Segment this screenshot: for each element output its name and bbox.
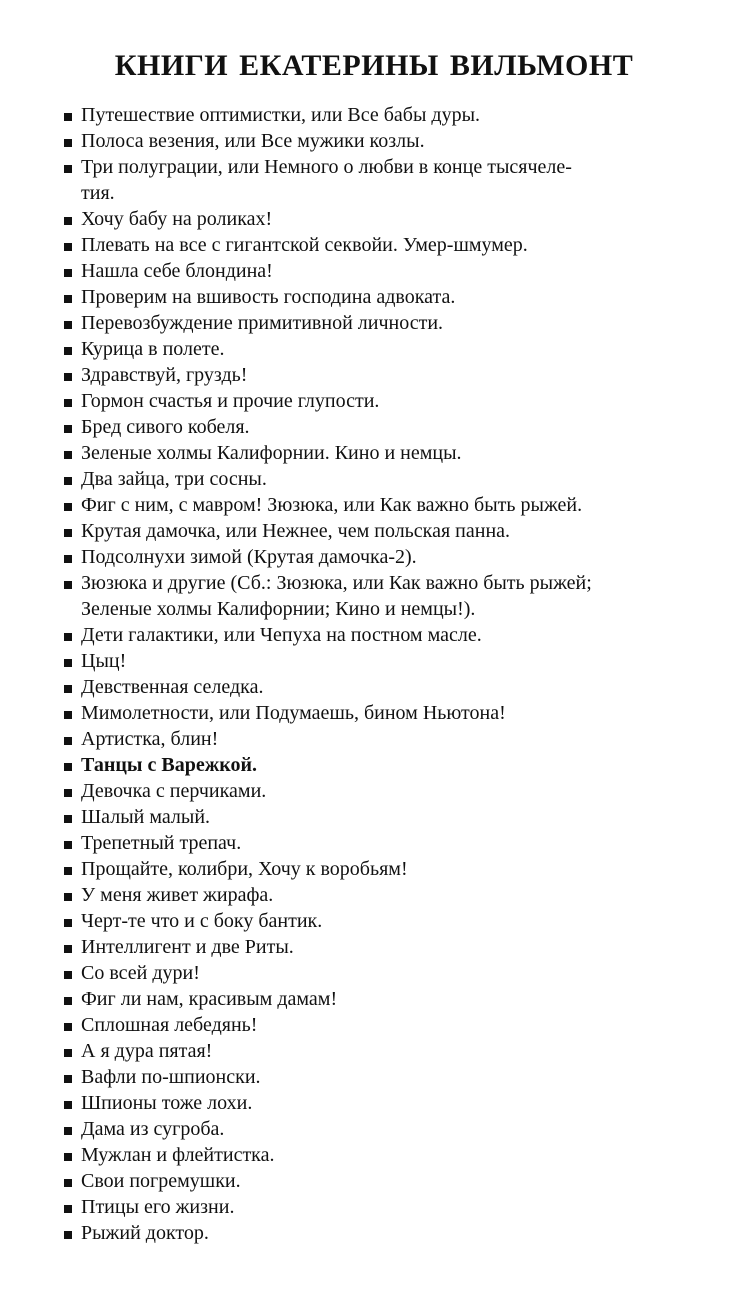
square-bullet-icon — [64, 581, 72, 589]
book-list-item — [64, 700, 694, 726]
book-list-item — [64, 1090, 694, 1116]
square-bullet-icon — [64, 711, 72, 719]
square-bullet-icon — [64, 295, 72, 303]
book-title-line: Дети галактики, или Чепуха на постном масле. — [81, 624, 482, 646]
square-bullet-icon — [64, 1075, 72, 1083]
book-title-line: Сплошная лебедянь! — [81, 1014, 258, 1036]
square-bullet-icon — [64, 529, 72, 537]
book-list-item — [64, 206, 694, 232]
book-list-item — [64, 414, 694, 440]
book-title-line: Фиг ли нам, красивым дамам! — [81, 988, 338, 1010]
book-list-item — [64, 1116, 694, 1142]
square-bullet-icon — [64, 659, 72, 667]
book-list-item — [64, 544, 694, 570]
book-list-item — [64, 1194, 694, 1220]
book-list-item — [64, 778, 694, 804]
book-list-item — [64, 674, 694, 700]
book-list-item — [64, 1064, 694, 1090]
book-title-line: тия. — [81, 182, 115, 204]
book-list-item — [64, 648, 694, 674]
square-bullet-icon — [64, 945, 72, 953]
book-list-item — [64, 752, 694, 778]
book-list-item — [64, 388, 694, 414]
book-list-item — [64, 128, 694, 154]
book-title-line: Гормон счастья и прочие глупости. — [81, 390, 380, 412]
book-list-item — [64, 960, 694, 986]
square-bullet-icon — [64, 347, 72, 355]
book-title-line: Нашла себе блондина! — [81, 260, 273, 282]
book-list-item — [64, 1220, 694, 1246]
book-list — [64, 102, 694, 1246]
book-list-item — [64, 258, 694, 284]
square-bullet-icon — [64, 321, 72, 329]
book-title-line: Фиг с ним, с мавром! Зюзюка, или Как важно быть рыжей. — [81, 494, 583, 516]
book-title-line: Вафли по-шпионски. — [81, 1066, 261, 1088]
book-list-item — [64, 1012, 694, 1038]
book-list-item — [64, 934, 694, 960]
book-list-item — [64, 1168, 694, 1194]
square-bullet-icon — [64, 503, 72, 511]
book-title-line: Перевозбуждение примитивной личности. — [81, 312, 444, 334]
square-bullet-icon — [64, 1231, 72, 1239]
book-title-line: Два зайца, три сосны. — [81, 468, 267, 490]
book-list-item — [64, 882, 694, 908]
book-title-line: Зеленые холмы Калифорнии; Кино и немцы!). — [81, 598, 476, 620]
book-list-item — [64, 1038, 694, 1064]
square-bullet-icon — [64, 139, 72, 147]
square-bullet-icon — [64, 919, 72, 927]
book-title-line: Здравствуй, груздь! — [81, 364, 248, 386]
book-list-item — [64, 336, 694, 362]
book-title-line: Со всей дури! — [81, 962, 200, 984]
square-bullet-icon — [64, 555, 72, 563]
book-title-line: Путешествие оптимистки, или Все бабы дуры. — [81, 104, 481, 126]
book-title-line: Зюзюка и другие (Сб.: Зюзюка, или Как важно быть рыжей; — [81, 572, 592, 594]
book-title-line: Проверим на вшивость господина адвоката. — [81, 286, 456, 308]
book-list-item — [64, 440, 694, 466]
book-title-line: А я дура пятая! — [81, 1040, 213, 1062]
book-title-line: Рыжий доктор. — [81, 1222, 209, 1244]
book-title-line: Птицы его жизни. — [81, 1196, 235, 1218]
book-list-item — [64, 856, 694, 882]
book-title-line: Мимолетности, или Подумаешь, бином Ньютона! — [81, 702, 506, 724]
square-bullet-icon — [64, 1101, 72, 1109]
square-bullet-icon — [64, 1023, 72, 1031]
book-title-line: Бред сивого кобеля. — [81, 416, 250, 438]
book-title-line: Подсолнухи зимой (Крутая дамочка-2). — [81, 546, 417, 568]
book-list-item — [64, 570, 694, 622]
book-list-item — [64, 154, 694, 206]
square-bullet-icon — [64, 1153, 72, 1161]
square-bullet-icon — [64, 373, 72, 381]
book-list-item — [64, 908, 694, 934]
square-bullet-icon — [64, 685, 72, 693]
square-bullet-icon — [64, 841, 72, 849]
book-title-line: У меня живет жирафа. — [81, 884, 274, 906]
book-list-item — [64, 986, 694, 1012]
square-bullet-icon — [64, 425, 72, 433]
square-bullet-icon — [64, 893, 72, 901]
book-title-line: Девочка с перчиками. — [81, 780, 267, 802]
square-bullet-icon — [64, 243, 72, 251]
square-bullet-icon — [64, 1179, 72, 1187]
book-title-line: Плевать на все с гигантской секвойи. Умер-шмумер. — [81, 234, 528, 256]
book-title-line: Мужлан и флейтистка. — [81, 1144, 275, 1166]
book-list-item — [64, 804, 694, 830]
book-title-line: Трепетный трепач. — [81, 832, 242, 854]
book-list-item — [64, 284, 694, 310]
book-title-line: Крутая дамочка, или Нежнее, чем польская панна. — [81, 520, 511, 542]
square-bullet-icon — [64, 971, 72, 979]
book-list-item — [64, 362, 694, 388]
book-list-item — [64, 518, 694, 544]
square-bullet-icon — [64, 399, 72, 407]
book-list-item — [64, 1142, 694, 1168]
square-bullet-icon — [64, 789, 72, 797]
book-list-item — [64, 622, 694, 648]
book-title-line: Артистка, блин! — [81, 728, 219, 750]
square-bullet-icon — [64, 1205, 72, 1213]
square-bullet-icon — [64, 633, 72, 641]
book-title-line: Курица в полете. — [81, 338, 225, 360]
square-bullet-icon — [64, 477, 72, 485]
book-title-line: Прощайте, колибри, Хочу к воробьям! — [81, 858, 408, 880]
square-bullet-icon — [64, 217, 72, 225]
book-title-line: Свои погремушки. — [81, 1170, 241, 1192]
book-list-item — [64, 310, 694, 336]
book-title-line: Танцы с Варежкой. — [81, 754, 258, 776]
book-list-item — [64, 466, 694, 492]
square-bullet-icon — [64, 1127, 72, 1135]
book-title-line: Шалый малый. — [81, 806, 211, 828]
book-title-line: Черт-те что и с боку бантик. — [81, 910, 323, 932]
book-title-line: Зеленые холмы Калифорнии. Кино и немцы. — [81, 442, 462, 464]
book-list-item — [64, 232, 694, 258]
book-title-line: Дама из сугроба. — [81, 1118, 225, 1140]
square-bullet-icon — [64, 737, 72, 745]
square-bullet-icon — [64, 997, 72, 1005]
square-bullet-icon — [64, 763, 72, 771]
book-list-item — [64, 726, 694, 752]
book-list-item — [64, 102, 694, 128]
square-bullet-icon — [64, 451, 72, 459]
book-title-line: Три полуграции, или Немного о любви в конце тысячеле- — [81, 156, 572, 178]
page-title: КНИГИ ЕКАТЕРИНЫ ВИЛЬМОНТ — [114, 49, 634, 82]
book-title-line: Цыц! — [81, 650, 127, 672]
square-bullet-icon — [64, 867, 72, 875]
book-list-item — [64, 492, 694, 518]
book-title-line: Хочу бабу на роликах! — [81, 208, 273, 230]
square-bullet-icon — [64, 113, 72, 121]
square-bullet-icon — [64, 1049, 72, 1057]
book-title-line: Интеллигент и две Риты. — [81, 936, 294, 958]
square-bullet-icon — [64, 815, 72, 823]
square-bullet-icon — [64, 165, 72, 173]
square-bullet-icon — [64, 269, 72, 277]
book-title-line: Полоса везения, или Все мужики козлы. — [81, 130, 425, 152]
book-title-line: Шпионы тоже лохи. — [81, 1092, 253, 1114]
book-title-line: Девственная селедка. — [81, 676, 264, 698]
book-list-item — [64, 830, 694, 856]
